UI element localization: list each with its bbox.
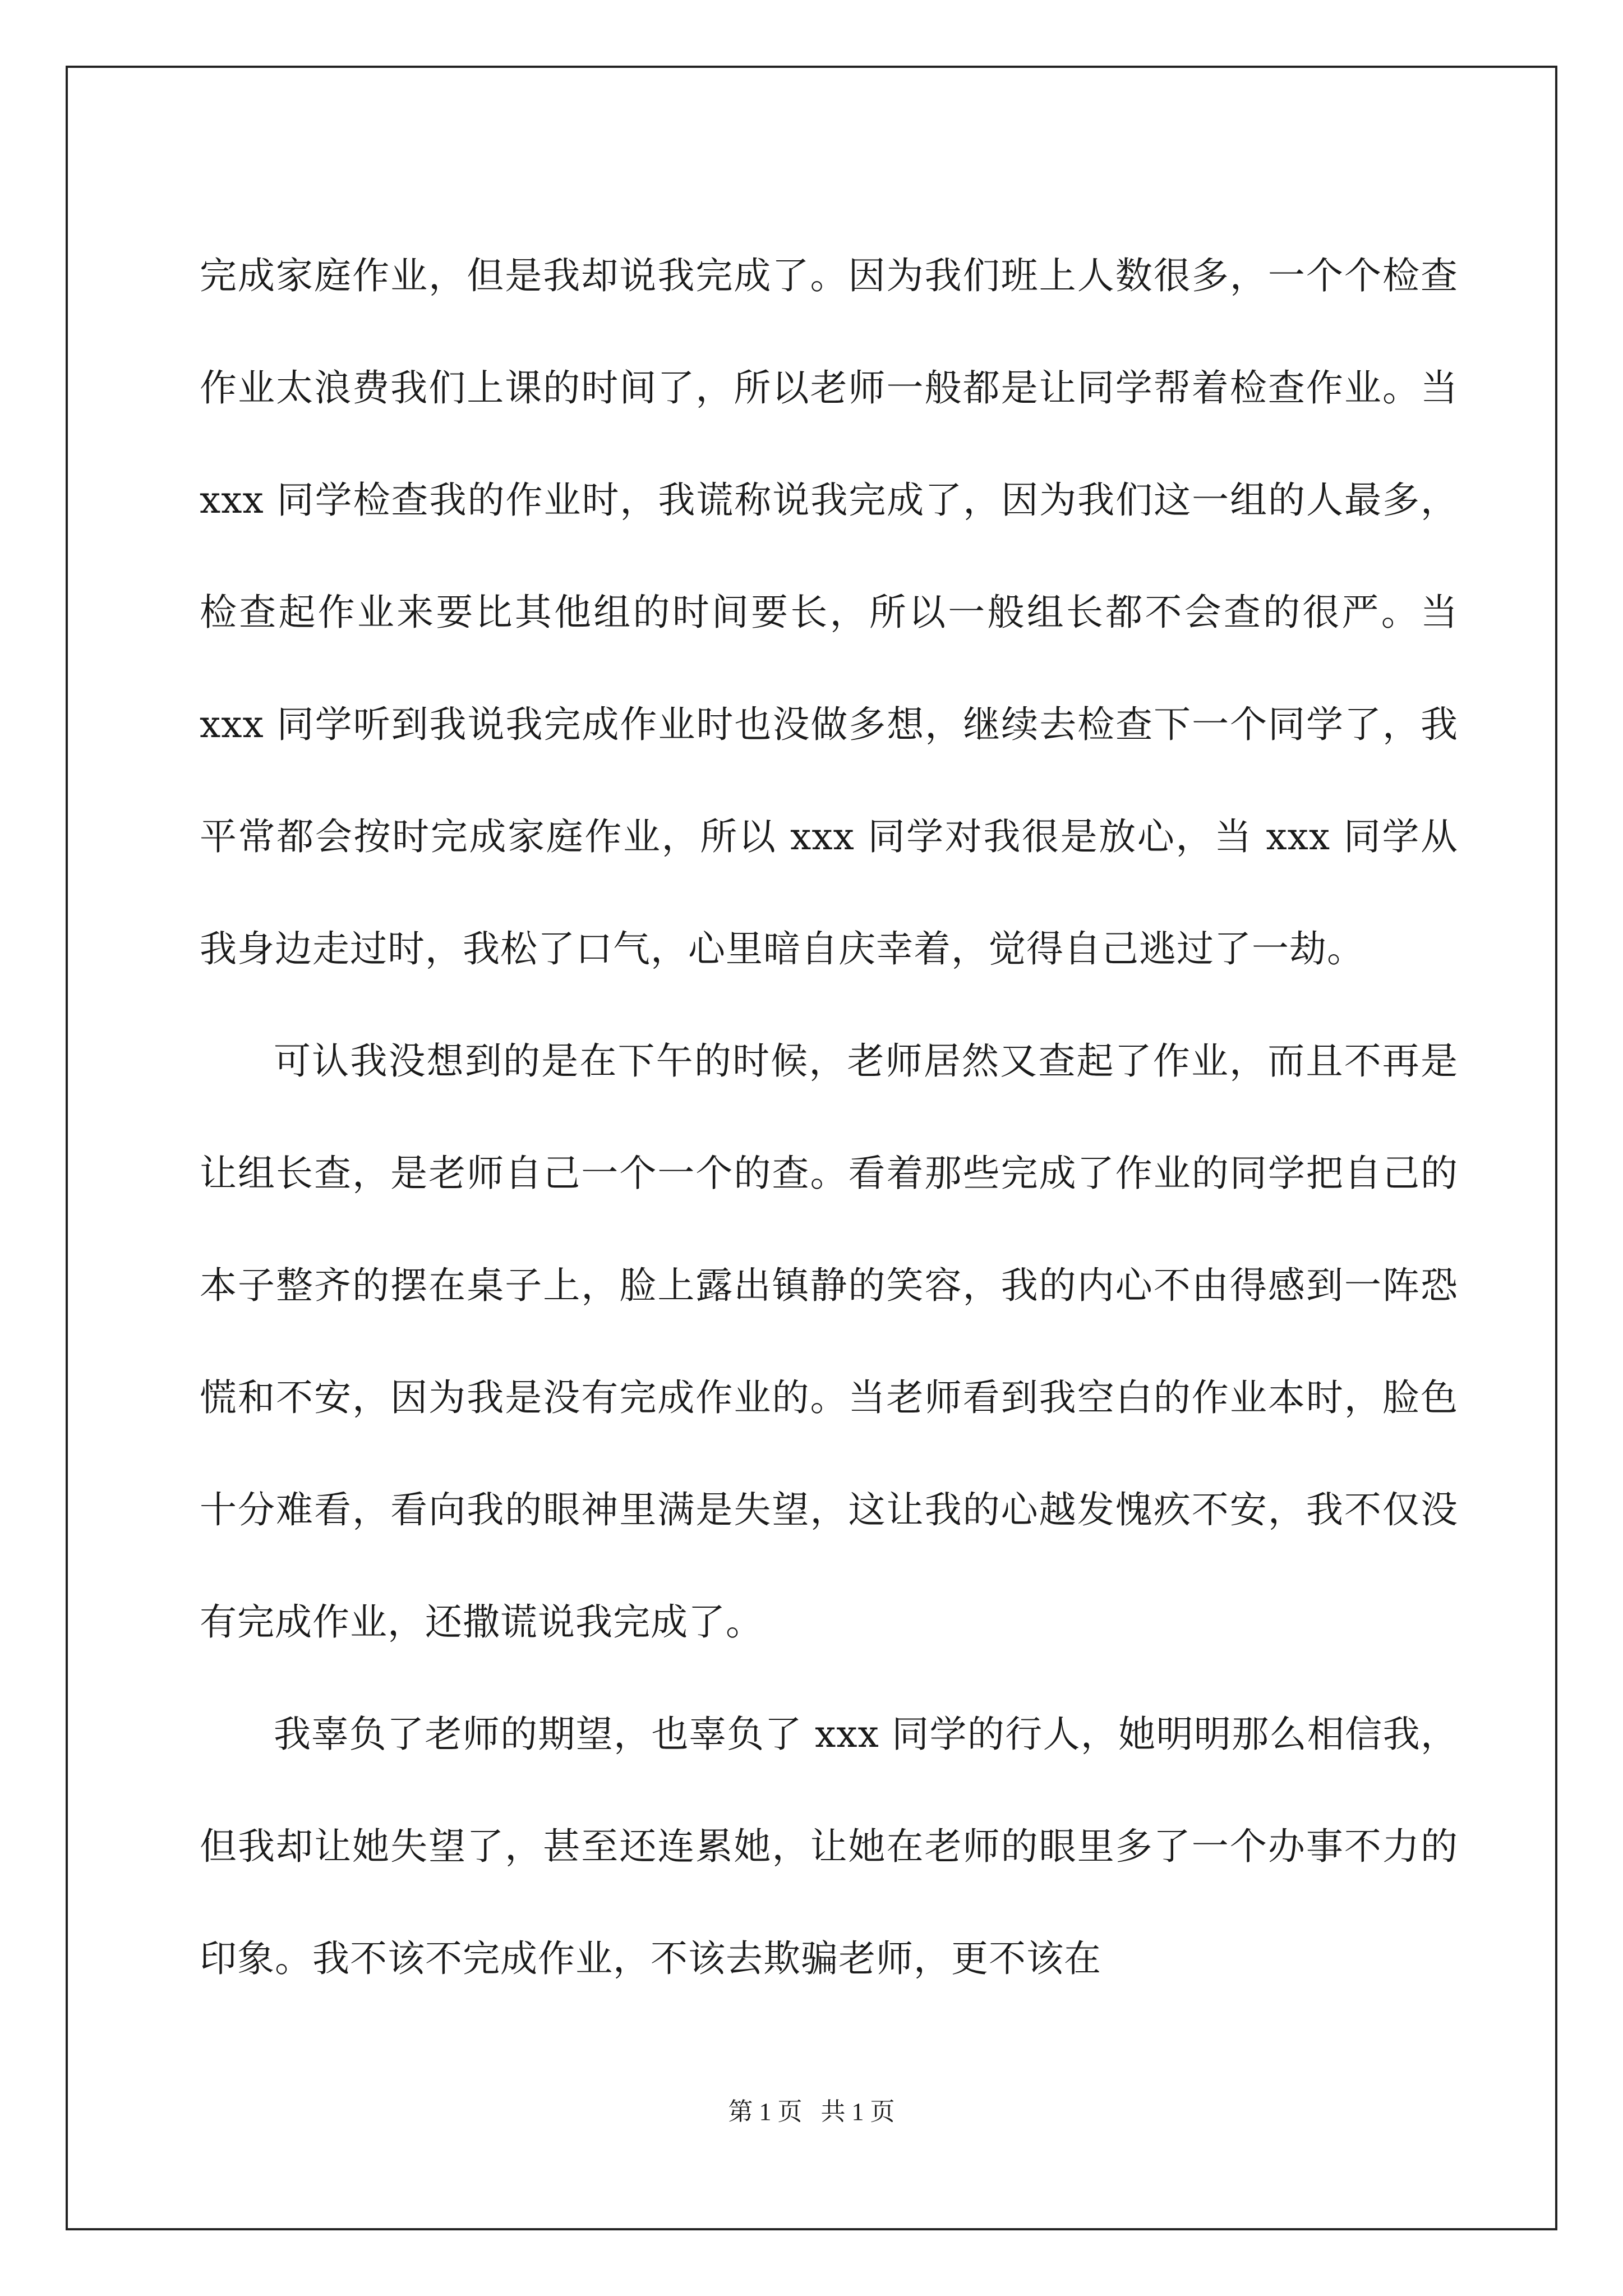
body-text xyxy=(200,220,1458,2015)
paragraph-3: 我辜负了老师的期望，也辜负了 xxx 同学的行人，她明明那么相信我，但我却让她失望了，甚至还连累她，让她在老师的眼里多了一个办事不力的印象。我不该不完成作业，不该去欺骗老师，更不该在 xyxy=(200,1713,1458,1980)
paragraph-2: 可认我没想到的是在下午的时候，老师居然又查起了作业，而且不再是让组长查，是老师自己一个一个的查。看着那些完成了作业的同学把自己的本子整齐的摆在桌子上，脸上露出镇静的笑容，我的内心不由得感到一阵恐慌和不安，因为我是没有完成作业的。当老师看到我空白的作业本时，脸色十分难看，看向我的眼神里满是失望，这让我的心越发愧疚不安，我不仅没有完成作业，还撒谎说我完成了。 xyxy=(200,1039,1458,1644)
paragraph-1: 完成家庭作业，但是我却说我完成了。因为我们班上人数很多，一个个检查作业太浪费我们上课的时间了，所以老师一般都是让同学帮着检查作业。当 xxx 同学检查我的作业时，我谎称说我完成了，因为我们这一组的人最多，检查起作业来要比其他组的时间要长，所以一般组长都不会查的很严。当 xxx 同学听到我说我完成作业时也没做多想，继续去检查下一个同学了，我平常都会按时完成家庭作业，所以 xxx 同学对我很是放心，当 xxx 同学从我身边走过时，我松了口气，心里暗自庆幸着，觉得自己逃过了一劫。 xyxy=(200,254,1458,970)
page-footer: 第 1 页 共 1 页 xyxy=(728,2098,895,2125)
